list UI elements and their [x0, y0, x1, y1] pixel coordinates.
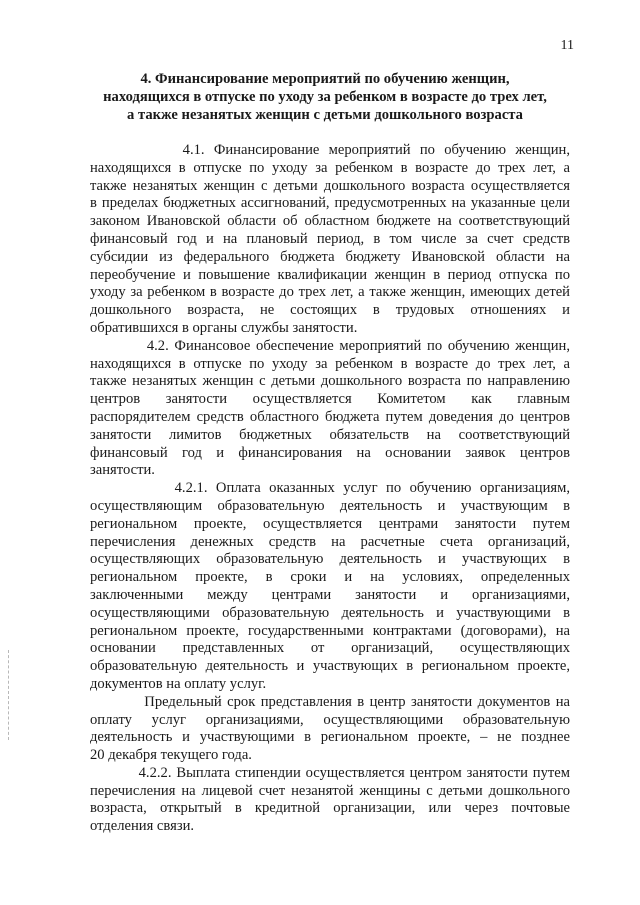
paragraph-line: заключенными между центрами занятости и организациями, [90, 586, 570, 603]
paragraph-line: финансовый год и на плановый период, в том числе за счет средств [90, 230, 570, 247]
paragraph-line: уходу за ребенком в возрасте до трех лет, а также женщин, имеющих детей [90, 284, 570, 301]
paragraph-line: осуществляющим образовательную деятельность и участвующим в [90, 497, 570, 514]
paragraph-line: основании представленных от организаций, осуществляющих [90, 640, 570, 657]
paragraph-line: находящихся в отпуске по уходу за ребенком в возрасте до трех лет, а [90, 355, 570, 372]
paragraph-line: региональном проекте, государственными контрактами (договорами), на [90, 622, 570, 639]
paragraph-line: обратившихся в органы службы занятости. [90, 319, 358, 336]
paragraph-line: деятельность и участвующими в региональном проекте, – не позднее [90, 729, 570, 746]
paragraph-line: региональном проекте, осуществляется центрами занятости путем [90, 515, 570, 532]
paragraph-line: осуществляющими образовательную деятельность и участвующими в [90, 604, 570, 621]
paragraph-line: находящихся в отпуске по уходу за ребенком в возрасте до трех лет, а [90, 159, 570, 176]
heading-line: а также незанятых женщин с детьми дошкольного возраста [127, 107, 523, 123]
paragraph-line: субсидии из федерального бюджета бюджету Ивановской области на [90, 248, 570, 265]
paragraph-line: законом Ивановской области об областном бюджете на соответствующий [90, 213, 570, 230]
paragraph-line: отделения связи. [90, 818, 195, 835]
paragraph [90, 338, 570, 480]
paragraph-line: осуществляющих образовательную деятельность и участвующих в [90, 551, 570, 568]
paragraph-line: региональном проекте, в сроки и на условиях, определенных [90, 569, 570, 586]
paragraph-line: финансовый год и финансирования на основании заявок центров [90, 444, 570, 461]
paragraph [90, 694, 570, 765]
paragraph-line: оплату услуг организациями, осуществляющими образовательную [90, 711, 570, 728]
paragraph [90, 480, 570, 694]
paragraph-line: распорядителем средств областного бюджета путем доведения до центров [90, 408, 570, 425]
paragraph-line: 4.2. Финансовое обеспечение мероприятий по обучению женщин, [90, 337, 570, 354]
paragraph-line: занятости лимитов бюджетных обязательств на соответствующий [90, 426, 570, 443]
section-body [90, 142, 570, 836]
scan-margin-mark [8, 650, 10, 740]
paragraph-line: 4.1. Финансирование мероприятий по обучению женщин, [90, 142, 570, 158]
paragraph-line: дошкольного возраста, не состоящих в трудовых отношениях и [90, 302, 570, 319]
paragraph-line: в пределах бюджетных ассигнований, предусмотренных на указанные цели [90, 195, 570, 212]
paragraph-line: занятости. [90, 462, 155, 479]
heading-line: 4. Финансирование мероприятий по обучению женщин, [140, 71, 510, 87]
paragraph-line: центров занятости осуществляется Комитетом как главным [90, 391, 570, 408]
paragraph-line: образовательную деятельность и участвующих в региональном проекте, [90, 658, 570, 675]
paragraph-line: переобучение и повышение квалификации женщин в период отпуска по [90, 266, 570, 283]
paragraph-line: Предельный срок представления в центр занятости документов на [90, 693, 570, 710]
paragraph-line: возраста, открытый в кредитной организации, или через почтовые [90, 800, 570, 817]
paragraph [90, 142, 570, 338]
paragraph-line: 20 декабря текущего года. [90, 747, 252, 764]
paragraph-line: также незанятых женщин с детьми дошкольного возраста по направлению [90, 373, 570, 390]
paragraph [90, 765, 570, 836]
section-heading [90, 70, 560, 124]
paragraph-line: 4.2.2. Выплата стипендии осуществляется центром занятости путем [90, 764, 570, 781]
paragraph-line: также незанятых женщин с детьми дошкольного возраста осуществляется [90, 177, 570, 194]
paragraph-line: перечисления на лицевой счет незанятой женщины с детьми дошкольного [90, 782, 570, 799]
paragraph-line: перечисления денежных средств на расчетные счета организаций, [90, 533, 570, 550]
paragraph-line: 4.2.1. Оплата оказанных услуг по обучению организациям, [90, 480, 570, 497]
heading-line: находящихся в отпуске по уходу за ребенком в возрасте до трех лет, [103, 89, 547, 105]
page-number: 11 [560, 38, 574, 53]
paragraph-line: документов на оплату услуг. [90, 675, 267, 692]
